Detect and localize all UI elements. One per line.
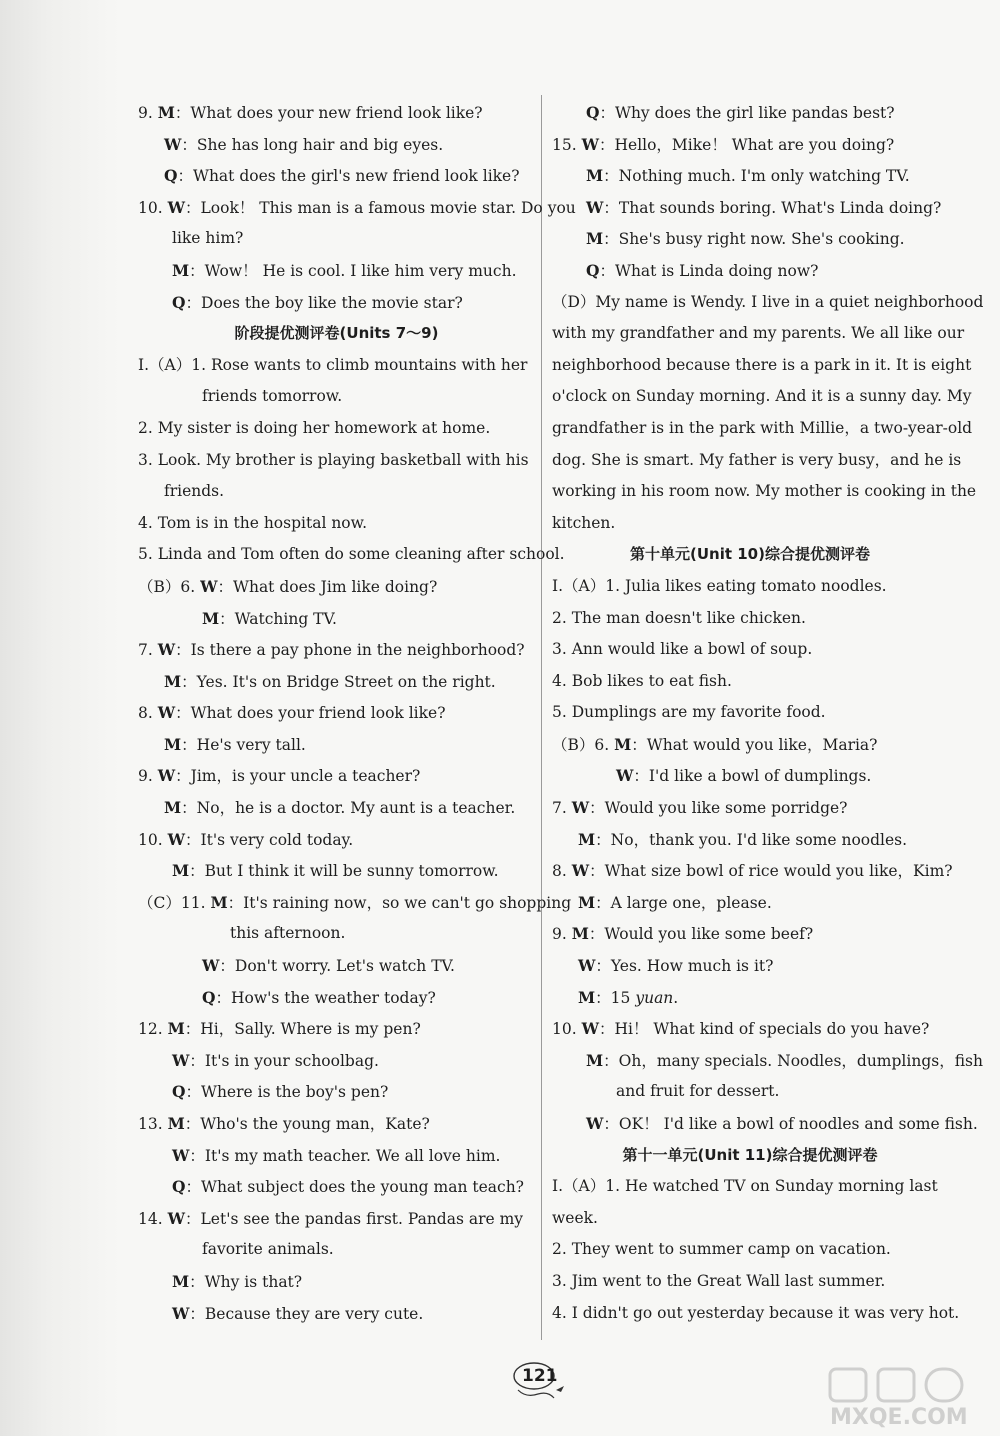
text-line bbox=[138, 760, 535, 792]
line-text: ：Wow！ He is cool. I like him very much. bbox=[189, 261, 517, 280]
text-line bbox=[138, 603, 535, 635]
line-text: ：Why does the girl like pandas best? bbox=[599, 104, 895, 122]
line-text: ：It's raining now，so we can't go shopping bbox=[227, 893, 572, 912]
line-text: ：Is there a pay phone in the neighborhood? bbox=[175, 641, 525, 660]
right-column bbox=[552, 97, 984, 1329]
text-line bbox=[552, 760, 948, 792]
line-text: this afternoon. bbox=[230, 924, 346, 943]
text-line bbox=[552, 129, 948, 161]
text-line bbox=[552, 666, 948, 698]
italic-text: yuan bbox=[635, 988, 674, 1007]
text-line bbox=[552, 255, 948, 287]
line-text: 4. Bob likes to eat fish. bbox=[552, 671, 732, 690]
line-text: ：Would you like some beef? bbox=[588, 925, 814, 944]
speaker-label: Q bbox=[202, 987, 216, 1007]
text-line bbox=[138, 160, 535, 192]
text-line bbox=[552, 350, 972, 382]
watermark-text: MXQE.COM bbox=[830, 1405, 968, 1430]
line-text: 12. bbox=[138, 1020, 168, 1039]
watermark-icon bbox=[820, 1365, 995, 1405]
section-heading: 阶段提优测评卷(Units 7～9) bbox=[234, 324, 439, 343]
text-line bbox=[138, 666, 535, 698]
line-text: ：Nothing much. I'm only watching TV. bbox=[603, 167, 910, 186]
text-line bbox=[138, 571, 535, 603]
text-line bbox=[552, 223, 948, 255]
line-text: 8. bbox=[552, 862, 572, 881]
text-line bbox=[552, 508, 948, 540]
line-text: working in his room now. My mother is cooking in the bbox=[552, 482, 977, 501]
line-text: ：Does the boy like the movie star? bbox=[185, 293, 463, 312]
line-text: （C）11. bbox=[138, 893, 211, 912]
line-text: neighborhood because there is a park in it. It is eight bbox=[552, 355, 972, 374]
line-text: ：He's very tall. bbox=[181, 735, 306, 754]
speaker-label: W bbox=[167, 1208, 185, 1228]
text-line bbox=[552, 97, 948, 129]
text-line bbox=[138, 97, 535, 129]
line-text: 14. bbox=[138, 1209, 168, 1228]
text-line bbox=[552, 476, 977, 508]
text-line bbox=[552, 381, 972, 413]
line-text: ：How's the weather today? bbox=[215, 988, 436, 1007]
speaker-label: M bbox=[167, 1019, 185, 1039]
speaker-label: M bbox=[172, 1271, 190, 1291]
page-number bbox=[512, 1360, 572, 1400]
line-text: （B）6. bbox=[552, 735, 615, 754]
speaker-label: W bbox=[586, 1114, 604, 1133]
speaker-label: M bbox=[571, 924, 589, 944]
text-line bbox=[138, 192, 576, 224]
line-text: ：But I think it will be sunny tomorrow. bbox=[189, 862, 499, 881]
speaker-label: Q bbox=[172, 1177, 186, 1197]
text-line bbox=[138, 445, 535, 477]
text-line bbox=[552, 318, 965, 350]
speaker-label: Q bbox=[172, 1082, 186, 1102]
line-text: week. bbox=[552, 1208, 598, 1227]
text-line bbox=[138, 824, 535, 856]
line-text: 8. bbox=[138, 704, 158, 723]
line-text: 3. Jim went to the Great Wall last summer. bbox=[552, 1271, 886, 1290]
text-line bbox=[138, 697, 535, 729]
text-line bbox=[552, 950, 948, 982]
line-text: ：I'd like a bowl of dumplings. bbox=[633, 767, 872, 786]
text-line bbox=[552, 1298, 960, 1330]
speaker-label: Q bbox=[172, 292, 186, 312]
line-text: 4. I didn't go out yesterday because it was very hot. bbox=[552, 1303, 960, 1322]
line-text: ：OK！ I'd like a bowl of noodles and some fish. bbox=[603, 1115, 978, 1133]
speaker-label: M bbox=[578, 892, 596, 912]
line-text: ：Would you like some porridge? bbox=[589, 799, 848, 818]
section-heading: 第十单元(Unit 10)综合提优测评卷 bbox=[630, 545, 870, 564]
line-text: 7. bbox=[138, 641, 158, 660]
line-text: ：Watching TV. bbox=[219, 609, 337, 628]
speaker-label: W bbox=[172, 1050, 190, 1070]
text-line bbox=[138, 855, 535, 887]
speaker-label: M bbox=[172, 861, 190, 881]
line-text: 2. My sister is doing her homework at home. bbox=[138, 418, 491, 437]
text-line bbox=[552, 1045, 983, 1077]
line-text: ：Jim，is your uncle a teacher? bbox=[175, 767, 421, 786]
text-line bbox=[552, 1013, 948, 1045]
line-text: ：That sounds boring. What's Linda doing? bbox=[603, 198, 942, 217]
speaker-label: M bbox=[167, 1114, 185, 1133]
item-number: 9. bbox=[138, 104, 153, 122]
text-line bbox=[552, 192, 948, 224]
line-text: 10. bbox=[552, 1020, 582, 1039]
text-line bbox=[138, 1108, 535, 1140]
line-text: 5. Linda and Tom often do some cleaning after school. bbox=[138, 545, 565, 564]
item-number: 10. bbox=[138, 198, 163, 217]
text-line bbox=[138, 729, 535, 761]
line-text: Ⅰ.（A）1. He watched TV on Sunday morning last bbox=[552, 1177, 938, 1196]
line-text: ：Hello，Mike！ What are you doing? bbox=[599, 135, 895, 154]
line-text: ：What does Jim like doing? bbox=[217, 577, 438, 596]
page-number-text: 121 bbox=[522, 1366, 558, 1386]
text-line bbox=[552, 160, 948, 192]
text-line bbox=[552, 824, 948, 856]
line-text: 13. bbox=[138, 1115, 168, 1133]
text-line bbox=[552, 413, 973, 445]
line-text: ：She's busy right now. She's cooking. bbox=[603, 230, 905, 249]
line-text: ：What does your friend look like? bbox=[175, 704, 446, 723]
speaker-label: M bbox=[164, 798, 182, 818]
line-text: ：It's my math teacher. We all love him. bbox=[189, 1146, 501, 1165]
line-text: ：It's in your schoolbag. bbox=[189, 1051, 379, 1070]
line-text: 3. Ann would like a bowl of soup. bbox=[552, 640, 813, 659]
text-line bbox=[138, 887, 572, 919]
text-line bbox=[138, 1076, 535, 1108]
column-divider bbox=[541, 95, 542, 1340]
line-text: ：Why is that? bbox=[189, 1272, 303, 1291]
text-line bbox=[138, 1266, 535, 1298]
text-line bbox=[138, 950, 535, 982]
speaker-label: W bbox=[581, 1019, 599, 1039]
line-text: 9. bbox=[138, 767, 158, 786]
line-text: like him? bbox=[172, 229, 244, 248]
text-line bbox=[552, 1234, 948, 1266]
text-line bbox=[138, 1203, 535, 1235]
text-line bbox=[138, 1013, 535, 1045]
line-text: ：Don't worry. Let's watch TV. bbox=[219, 957, 455, 976]
line-text: ：Yes. It's on Bridge Street on the right. bbox=[181, 672, 496, 691]
text-line bbox=[138, 982, 535, 1014]
text-line bbox=[552, 1266, 948, 1298]
speaker-label: Q bbox=[586, 260, 600, 280]
text-line bbox=[552, 855, 953, 887]
speaker-label: Q bbox=[586, 103, 600, 122]
line-text: ：Let's see the pandas first. Pandas are my bbox=[185, 1209, 524, 1228]
line-text: ：Hi，Sally. Where is my pen? bbox=[184, 1020, 421, 1039]
line-text: ：A large one，please. bbox=[595, 893, 772, 912]
text-line bbox=[138, 1171, 535, 1203]
line-text: （D）My name is Wendy. I live in a quiet neighborhood bbox=[552, 292, 984, 311]
text-line bbox=[138, 508, 535, 540]
line-text: ：What size bowl of rice would you like，Kim? bbox=[589, 862, 953, 881]
speaker-label: Q bbox=[164, 166, 178, 186]
text-line bbox=[552, 792, 948, 824]
line-text: ：Yes. How much is it? bbox=[595, 957, 774, 976]
text-line bbox=[552, 445, 962, 477]
speaker-label: W bbox=[172, 1145, 190, 1165]
text-line bbox=[552, 729, 948, 761]
speaker-label: W bbox=[167, 197, 186, 217]
text-line bbox=[552, 1203, 948, 1235]
line-text: 9. bbox=[552, 925, 572, 944]
speaker-label: M bbox=[164, 671, 182, 691]
text-line bbox=[138, 1298, 535, 1330]
line-text: ：What does the girl's new friend look like? bbox=[177, 167, 520, 186]
text-line bbox=[138, 792, 535, 824]
text-line bbox=[138, 1045, 535, 1077]
speaker-label: W bbox=[157, 640, 176, 660]
line-text: friends tomorrow. bbox=[202, 387, 343, 406]
line-text: Ⅰ.（A）1. Rose wants to climb mountains with her bbox=[138, 355, 528, 374]
speaker-label: W bbox=[200, 576, 218, 596]
line-text: ：Look！ This man is a famous movie star. Do you bbox=[185, 198, 576, 217]
line-text: ：Because they are very cute. bbox=[189, 1304, 424, 1323]
line-text: with my grandfather and my parents. We all like our bbox=[552, 324, 965, 343]
text-line bbox=[138, 918, 535, 950]
line-text: 7. bbox=[552, 799, 572, 818]
speaker-label: M bbox=[578, 987, 596, 1007]
speaker-label: M bbox=[210, 892, 228, 912]
text-line bbox=[138, 476, 535, 508]
text-line bbox=[138, 539, 565, 571]
line-text: ：It's very cold today. bbox=[185, 830, 354, 849]
text-line bbox=[138, 255, 535, 287]
text-line bbox=[138, 1234, 535, 1266]
speaker-label: W bbox=[157, 766, 176, 786]
line-text: ：No，he is a doctor. My aunt is a teacher. bbox=[181, 799, 516, 818]
line-text: ：What does your new friend look like? bbox=[174, 104, 483, 122]
line-text: and fruit for dessert. bbox=[616, 1082, 780, 1101]
speaker-label: M bbox=[157, 103, 175, 122]
line-text: friends. bbox=[164, 482, 225, 501]
text-line bbox=[552, 697, 948, 729]
speaker-label: W bbox=[571, 798, 590, 818]
speaker-label: W bbox=[164, 134, 182, 154]
line-text: 2. The man doesn't like chicken. bbox=[552, 608, 806, 627]
line-text: ：Who's the young man，Kate? bbox=[184, 1115, 430, 1133]
line-text: ：Hi！ What kind of specials do you have? bbox=[599, 1020, 930, 1039]
text-line bbox=[552, 1171, 948, 1203]
line-text: ：What is Linda doing now? bbox=[599, 261, 819, 280]
speaker-label: M bbox=[586, 229, 604, 249]
speaker-label: M bbox=[172, 260, 190, 280]
text-line bbox=[138, 1140, 535, 1172]
text-line bbox=[552, 918, 948, 950]
line-text: favorite animals. bbox=[202, 1240, 334, 1259]
text-line bbox=[138, 634, 535, 666]
text-line bbox=[138, 413, 535, 445]
line-text: ：Where is the boy's pen? bbox=[185, 1083, 389, 1102]
text-line bbox=[552, 982, 948, 1014]
line-text: ：No，thank you. I'd like some noodles. bbox=[595, 830, 908, 849]
text-line bbox=[138, 223, 535, 255]
text-line bbox=[552, 634, 948, 666]
line-text: 4. Tom is in the hospital now. bbox=[138, 513, 367, 532]
speaker-label: W bbox=[571, 861, 590, 881]
speaker-label: W bbox=[157, 703, 176, 723]
speaker-label: M bbox=[578, 829, 596, 849]
text-line bbox=[138, 129, 535, 161]
watermark-logo bbox=[820, 1365, 995, 1435]
line-text: 10. bbox=[138, 830, 168, 849]
speaker-label: W bbox=[616, 766, 634, 786]
speaker-label: M bbox=[202, 608, 220, 628]
text-line bbox=[552, 1076, 948, 1108]
line-text: ：Oh，many specials. Noodles，dumplings，fish bbox=[603, 1051, 983, 1070]
text-line bbox=[138, 350, 535, 382]
line-text: . bbox=[673, 988, 679, 1007]
speaker-label: M bbox=[164, 734, 182, 754]
speaker-label: W bbox=[586, 197, 604, 217]
speaker-label: W bbox=[202, 956, 220, 976]
speaker-label: M bbox=[614, 734, 632, 754]
line-text: ：She has long hair and big eyes. bbox=[181, 135, 444, 154]
line-text: ：What subject does the young man teach? bbox=[185, 1178, 524, 1197]
speaker-label: W bbox=[172, 1303, 190, 1323]
line-text: kitchen. bbox=[552, 513, 616, 532]
line-text: （B）6. bbox=[138, 577, 201, 596]
speaker-label: W bbox=[581, 134, 599, 154]
page-edge-shadow bbox=[0, 0, 120, 1436]
line-text: 5. Dumplings are my favorite food. bbox=[552, 703, 826, 722]
speaker-label: W bbox=[167, 829, 185, 849]
text-line bbox=[138, 381, 535, 413]
text-line bbox=[552, 603, 948, 635]
text-line bbox=[552, 571, 948, 603]
section-heading: 第十一单元(Unit 11)综合提优测评卷 bbox=[622, 1145, 878, 1164]
text-line bbox=[552, 887, 948, 919]
line-text: dog. She is smart. My father is very busy，and he is bbox=[552, 450, 962, 469]
text-line bbox=[138, 287, 535, 319]
line-text: 2. They went to summer camp on vacation. bbox=[552, 1240, 891, 1259]
speaker-label: W bbox=[578, 956, 596, 976]
line-text: 15. bbox=[552, 135, 582, 154]
line-text: grandfather is in the park with Millie，a two-year-old bbox=[552, 418, 973, 437]
text-line bbox=[552, 1108, 978, 1140]
speaker-label: M bbox=[586, 1050, 604, 1070]
speaker-label: M bbox=[586, 166, 604, 186]
line-text: ：15 bbox=[595, 988, 636, 1007]
text-line bbox=[552, 287, 984, 319]
line-text: 3. Look. My brother is playing basketball with his bbox=[138, 450, 529, 469]
line-text: o'clock on Sunday morning. And it is a sunny day. My bbox=[552, 387, 972, 406]
line-text: ：What would you like，Maria? bbox=[631, 735, 878, 754]
line-text: Ⅰ.（A）1. Julia likes eating tomato noodles. bbox=[552, 576, 887, 595]
